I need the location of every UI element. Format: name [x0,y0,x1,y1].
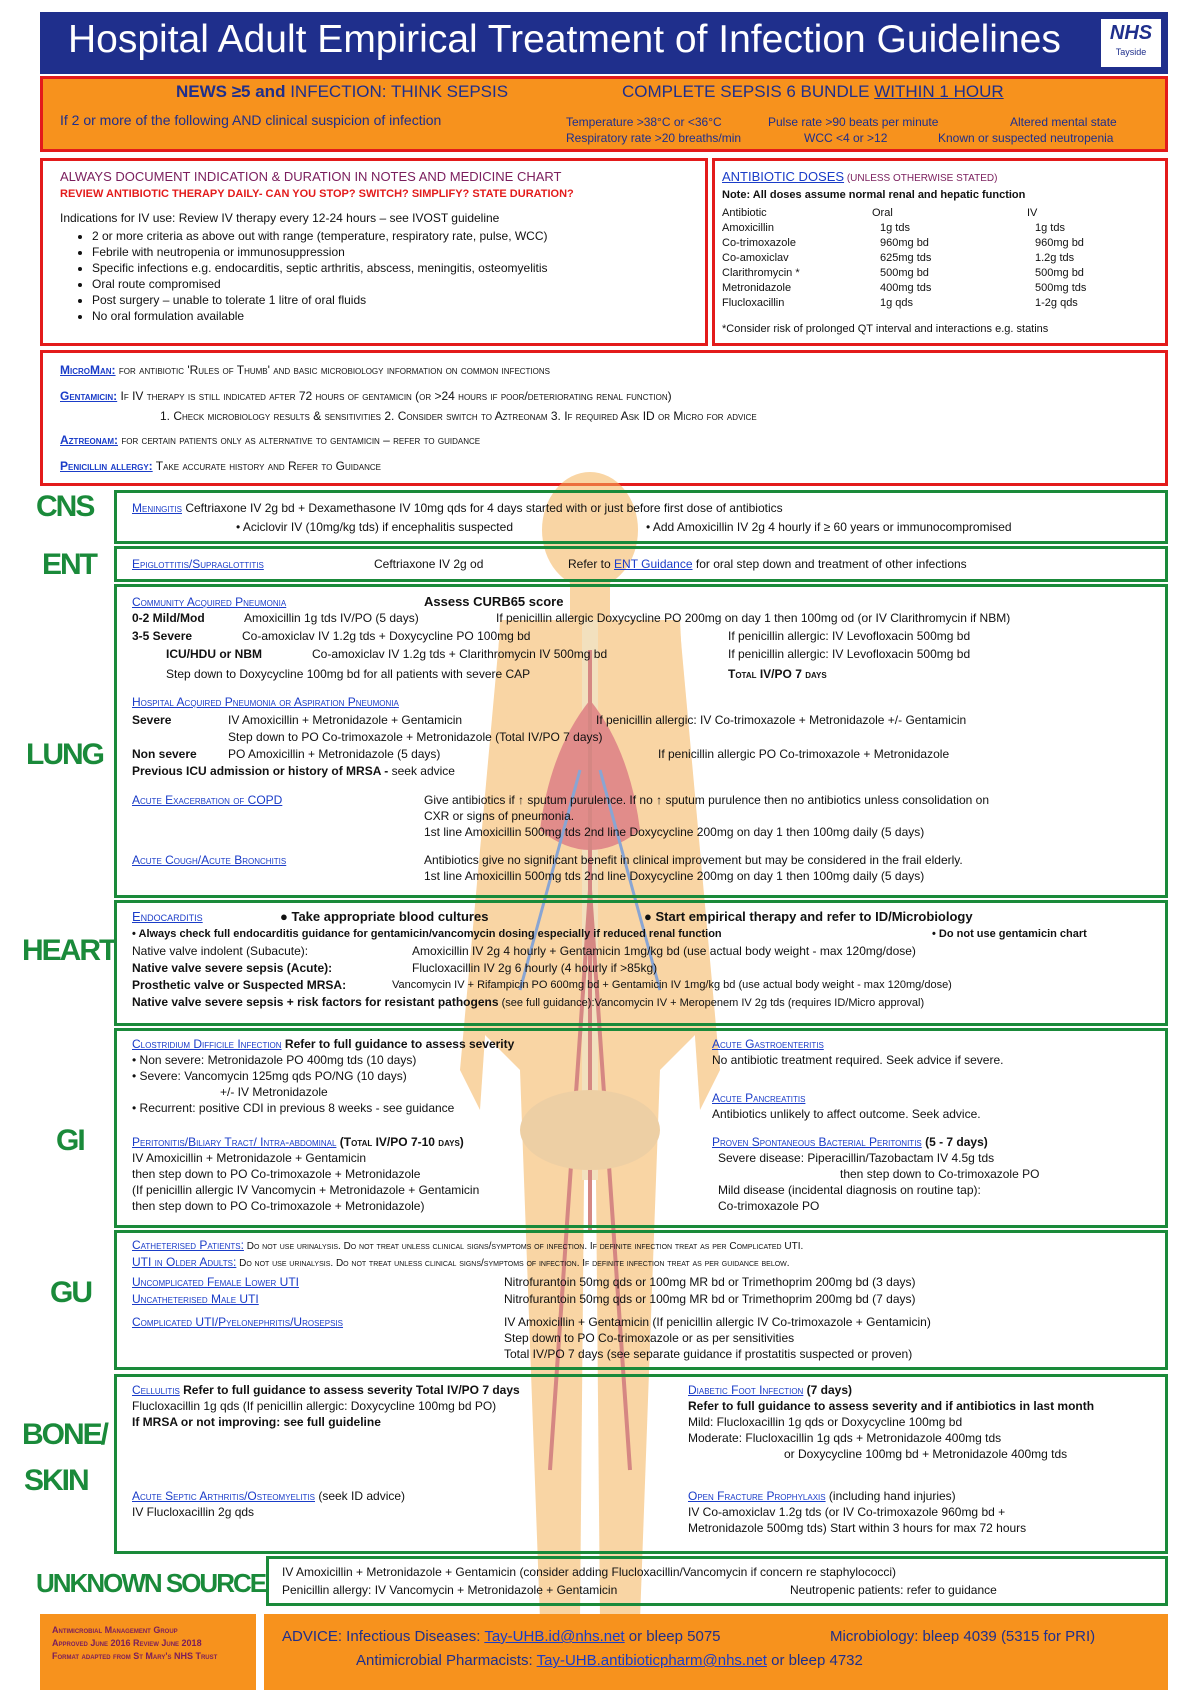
endocarditis-heading: Endocarditis [132,909,203,924]
empirical-therapy: ● Start empirical therapy and refer to ID/Microbiology [644,909,973,924]
male-uti-heading: Uncatheterised Male UTI [132,1292,259,1306]
ent-guidance: Refer to ENT Guidance for oral step down and treatment of other infections [568,557,967,571]
cap-heading: Community Acquired Pneumonia [132,595,287,609]
system-label-ent: ENT [42,548,96,581]
gentamicin-steps: 1. Check microbiology results & sensitivities 2. Consider switch to Aztreonam 3. If required Ask ID or Micro for advice [160,409,757,423]
male-uti: Nitrofurantoin 50mg qds or 100mg MR bd or Trimethoprim 200mg bd (7 days) [504,1292,916,1306]
endocarditis-guidance: • Always check full endocarditis guidance for gentamicin/vancomycin dosing especially if reduced renal function [132,928,722,940]
table-row: 0-2 Mild/Mod Amoxicillin 1g tds IV/PO (5 days) If penicillin allergic Doxycycline PO 200mg on day 1 then 100mg od (or IV Clarithromycin if NBM) [132,611,1011,625]
catheterised-line: Catheterised Patients: Do not use urinalysis. Do not treat unless clinical signs/symptoms of infection. If definite infection treat as per Complicated UTI. [132,1238,804,1252]
doses-title: ANTIBIOTIC DOSES (UNLESS OTHERWISE STATED) [722,169,998,184]
open-fracture-block: Open Fracture Prophylaxis (including hand injuries) IV Co-amoxiclav 1.2g tds (or IV Co-trimoxazole 960mg bd + Metronidazole 500mg tds) Start within 3 hours for max 72 hours [688,1489,1027,1535]
gastro-block: Acute Gastroenteritis No antibiotic treatment required. Seek advice if severe. [712,1037,1004,1067]
female-uti-heading: Uncomplicated Female Lower UTI [132,1275,299,1289]
footer-group: Antimicrobial Management Group Approved June 2016 Review June 2018 Format adapted from St Mary's NHS Trust [52,1625,218,1661]
iv-use: Indications for IV use: Review IV therapy every 12-24 hours – see IVOST guideline [60,211,500,225]
review-daily: REVIEW ANTIBIOTIC THERAPY DAILY- CAN YOU STOP? SWITCH? SIMPLIFY? STATE DURATION? [60,188,574,200]
nhs-logo: NHS Tayside [1100,18,1162,68]
native-severe: Flucloxacillin IV 2g 6 hourly (4 hourly if >85kg) [412,961,658,975]
hap-severe-allergy: If penicillin allergic: IV Co-trimoxazole + Metronidazole +/- Gentamicin [596,713,967,727]
table-row: Clarithromycin * 500mg bd 500mg bd [722,267,1084,279]
system-label-unknown: UNKNOWN SOURCE [36,1568,266,1598]
amoxicillin-bullet: • Add Amoxicillin IV 2g 4 hourly if ≥ 60 years or immunocompromised [646,520,1012,534]
resistant-pathogens: Native valve severe sepsis + risk factors for resistant pathogens (see full guidance):Vancomycin IV + Meropenem IV 2g tds (requires ID/Micro approval) [132,995,925,1009]
list-item: • Febrile with neutropenia or immunosuppression [92,244,700,260]
pancreatitis-block: Acute Pancreatitis Antibiotics unlikely to affect outcome. Seek advice. [712,1091,981,1121]
aztreonam-line: Aztreonam: for certain patients only as alternative to gentamicin – refer to guidance [60,433,481,447]
cdi-heading: Clostridium Difficile Infection Refer to full guidance to assess severity [132,1037,515,1051]
system-label-gi: GI [56,1124,84,1157]
cellulitis-block: Cellulitis Refer to full guidance to assess severity Total IV/PO 7 days Flucloxacillin 1g qds (If penicillin allergic: Doxycycline 100mg bd PO) If MRSA or not improving: see full guideline [132,1383,520,1429]
microman-line: MicroMan: for antibiotic 'Rules of Thumb' and basic microbiology information on common infections [60,363,551,377]
list-item: • No oral formulation available [92,308,700,324]
native-indolent-label: Native valve indolent (Subacute): [132,944,309,958]
curb65: Assess CURB65 score [424,594,564,609]
doses-note: Note: All doses assume normal renal and hepatic function [722,189,1026,201]
sepsis-criterion: Respiratory rate >20 breaths/min [566,131,742,145]
table-row: ICU/HDU or NBM Co-amoxiclav IV 1.2g tds + Clarithromycin IV 500mg bd If penicillin allergic: IV Levofloxacin 500mg bd [166,647,971,661]
penicillin-allergy-line: Penicillin allergy: Take accurate history and Refer to Guidance [60,459,382,473]
prosthetic: Vancomycin IV + Rifampicin PO 600mg bd + Gentamicin IV 1mg/kg bd (use actual body weight - max 120mg/dose) [392,979,952,991]
native-indolent: Amoxicillin IV 2g 4 hourly + Gentamicin 1mg/kg bd (use actual body weight - max 120mg/dose) [412,944,916,958]
septic-arthritis-block: Acute Septic Arthritis/Osteomyelitis (seek ID advice) IV Flucloxacillin 2g qds [132,1489,406,1519]
iv-indications-list [60,228,700,324]
system-label-gu: GU [50,1276,91,1309]
hap-severe-label: Severe [132,713,172,727]
sepsis-headline: NEWS ≥5 and INFECTION: THINK SEPSIS [176,82,509,101]
prosthetic-label: Prosthetic valve or Suspected MRSA: [132,978,347,992]
qt-footnote: *Consider risk of prolonged QT interval and interactions e.g. statins [722,323,1049,335]
complicated-uti-heading: Complicated UTI/Pyelonephritis/Urosepsis [132,1315,343,1329]
complicated-uti: IV Amoxicillin + Gentamicin (If penicillin allergic IV Co-trimoxazole + Gentamicin) Step down to PO Co-trimoxazole or as per sensitivities Total IV/PO 7 days (see separate guidance if prostatitis suspected or proven) [504,1315,931,1361]
hap-step-down: Step down to PO Co-trimoxazole + Metronidazole (Total IV/PO 7 days) [228,730,603,744]
aciclovir-bullet: • Aciclovir IV (10mg/kg tds) if encephalitis suspected [236,520,513,534]
sepsis-criterion: Temperature >38°C or <36°C [566,115,722,129]
system-label-bone: BONE/ [22,1418,108,1451]
hap-previous-icu: Previous ICU admission or history of MRSA - seek advice [132,764,455,778]
sepsis-bundle: COMPLETE SEPSIS 6 BUNDLE WITHIN 1 HOUR [622,82,1004,101]
cough-heading: Acute Cough/Acute Bronchitis [132,853,287,867]
doses-table [722,206,1152,311]
advice-line-2: Antimicrobial Pharmacists: Tay-UHB.antibioticpharm@nhs.net or bleep 4732 [356,1652,863,1669]
sepsis-criterion: WCC <4 or >12 [804,131,888,145]
copd-heading: Acute Exacerbation of COPD [132,793,283,807]
page-title: Hospital Adult Empirical Treatment of Infection Guidelines [68,18,1061,61]
table-header: Antibiotic Oral IV [722,207,1038,219]
blood-cultures: ● Take appropriate blood cultures [280,909,489,924]
system-label-lung: LUNG [26,738,103,771]
table-row: Metronidazole 400mg tds 500mg tds [722,282,1087,294]
table-row: Co-amoxiclav 625mg tds 1.2g tds [722,252,1075,264]
neutropenic-line: Neutropenic patients: refer to guidance [790,1583,997,1597]
cap-total: Total IV/PO 7 days [728,667,827,681]
table-row: Co-trimoxazole 960mg bd 960mg bd [722,237,1084,249]
table-row: Flucloxacillin 1g qds 1-2g qds [722,297,1078,309]
cough-text: Antibiotics give no significant benefit in clinical improvement but may be considered in the frail elderly. 1st line Amoxicillin 500mg tds 2nd line Doxycycline 200mg on day 1 then 100mg daily (5 days) [424,853,963,883]
hap-nonsevere-allergy: If penicillin allergic PO Co-trimoxazole + Metronidazole [658,747,950,761]
list-item: • Post surgery – unable to tolerate 1 litre of oral fluids [92,292,700,308]
table-row: 3-5 Severe Co-amoxiclav IV 1.2g tds + Doxycycline PO 100mg bd If penicillin allergic: IV Levofloxacin 500mg bd [132,629,971,643]
system-label-heart: HEART [22,934,116,967]
always-document: ALWAYS DOCUMENT INDICATION & DURATION IN NOTES AND MEDICINE CHART [60,169,562,184]
copd-text: Give antibiotics if ↑ sputum purulence. If no ↑ sputum purulence then no antibiotics unless consolidation on CXR or signs of pneumonia. 1st line Amoxicillin 500mg tds 2nd line Doxycycline 200mg on day 1 then 100mg daily (5 days) [424,793,989,839]
table-row: Amoxicillin 1g tds 1g tds [722,222,1065,234]
sepsis-criterion: Known or suspected neutropenia [938,131,1114,145]
ent-treatment: Ceftriaxone IV 2g od [374,557,484,571]
sbp-block: Proven Spontaneous Bacterial Peritonitis (5 - 7 days) Severe disease: Piperacillin/Tazobactam IV 4.5g tds then step down to Co-trimoxazole PO Mild disease (incidental diagnosis on routine tap): Co-trimoxazole PO [712,1135,1040,1213]
hap-nonsevere: PO Amoxicillin + Metronidazole (5 days) [228,747,441,761]
peritonitis-block: Peritonitis/Biliary Tract/ Intra-abdominal (Total IV/PO 7-10 days) IV Amoxicillin + Metronidazole + Gentamicin then step down to PO Co-trimoxazole + Metronidazole (If penicillin allergic IV Vancomycin + Metronidazole + Gentamicin then step down to PO Co-trimoxazole + Metronidazole) [132,1135,480,1213]
list-item: • Oral route compromised [92,276,700,292]
meningitis-line: Meningitis Ceftriaxone IV 2g bd + Dexamethasone IV 10mg qds for 4 days started with or just before first dose of antibiotics [132,501,783,515]
sepsis-criterion: Pulse rate >90 beats per minute [768,115,939,129]
sepsis-criterion: Altered mental state [1010,115,1117,129]
list-item: • Specific infections e.g. endocarditis, septic arthritis, abscess, meningitis, osteomyelitis [92,260,700,276]
older-adults-line: UTI in Older Adults: Do not use urinalysis. Do not treat unless clinical signs/symptoms of infection. If definite infection treat as per guidance below. [132,1255,790,1269]
hap-nonsevere-label: Non severe [132,747,197,761]
cap-step-down: Step down to Doxycycline 100mg bd for all patients with severe CAP [166,667,531,681]
cns-box [114,490,1168,544]
hap-severe: IV Amoxicillin + Metronidazole + Gentamicin [228,713,463,727]
advice-line-1: ADVICE: Infectious Diseases: Tay-UHB.id@nhs.net or bleep 5075 [282,1628,721,1645]
gentamicin-line: Gentamicin: If IV therapy is still indicated after 72 hours of gentamicin (or >24 hours if poor/deteriorating renal function) [60,389,672,403]
cap-rows [132,610,1162,664]
epiglottitis-line: Epiglottitis/Supraglottitis [132,557,264,571]
unknown-line-2: Penicillin allergy: IV Vancomycin + Metronidazole + Gentamicin [282,1583,618,1597]
native-severe-label: Native valve severe sepsis (Acute): [132,961,333,975]
hap-heading: Hospital Acquired Pneumonia or Aspiration Pneumonia [132,695,399,709]
system-label-cns: CNS [36,490,94,523]
sepsis-criteria-intro: If 2 or more of the following AND clinical suspicion of infection [60,112,442,128]
unknown-line-1: IV Amoxicillin + Metronidazole + Gentamicin (consider adding Flucloxacillin/Vancomycin if concern re staphylococci) [282,1565,897,1579]
list-item: • 2 or more criteria as above out with range (temperature, respiratory rate, pulse, WCC) [92,228,700,244]
system-label-skin: SKIN [24,1464,88,1497]
cdi-block: Clostridium Difficile Infection Refer to full guidance to assess severity • Non severe: Metronidazole PO 400mg tds (10 days) • Severe: Vancomycin 125mg qds PO/NG (10 days) +/- IV Metronidazole • Recurrent: positive CDI in previous 8 weeks - see guidance [132,1036,692,1116]
microbiology-bleep: Microbiology: bleep 4039 (5315 for PRI) [830,1628,1096,1645]
no-gentamicin-chart: • Do not use gentamicin chart [932,928,1087,940]
female-uti: Nitrofurantoin 50mg qds or 100mg MR bd or Trimethoprim 200mg bd (3 days) [504,1275,916,1289]
diabetic-foot-block: Diabetic Foot Infection (7 days) Refer to full guidance to assess severity and if antibiotics in last month Mild: Flucloxacillin 1g qds or Doxycycline 100mg bd Moderate: Flucloxacillin 1g qds + Metronidazole 400mg tds or Doxycycline 100mg bd + Metronidazole 400mg tds [688,1383,1095,1461]
